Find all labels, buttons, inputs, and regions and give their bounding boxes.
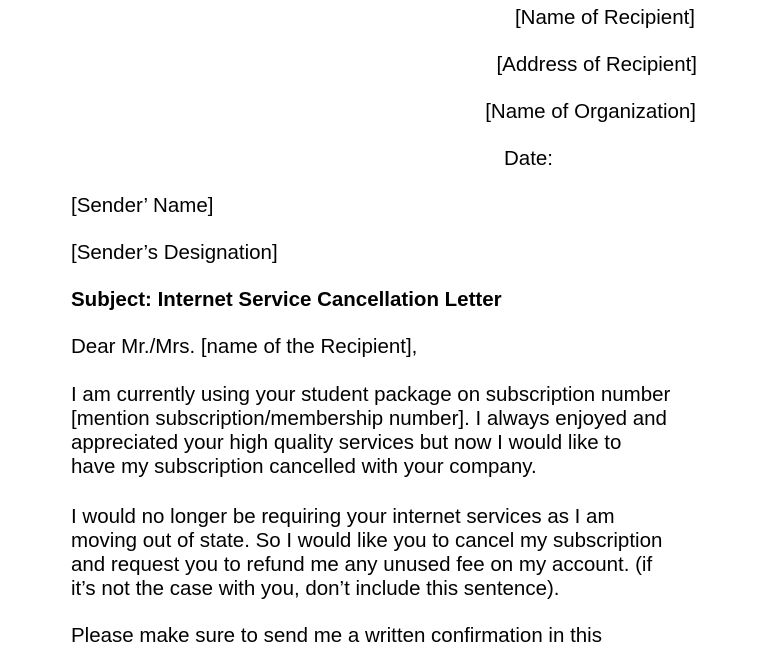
paragraph-line: appreciated your high quality services but now I would like to xyxy=(71,431,622,454)
paragraph-line: Please make sure to send me a written confirmation in this xyxy=(71,624,602,647)
paragraph-3 xyxy=(71,624,711,648)
paragraph-2 xyxy=(71,505,711,601)
paragraph-1 xyxy=(71,383,711,479)
paragraph-line: moving out of state. So I would like you to cancel my subscription xyxy=(71,529,663,552)
recipient-organization: [Name of Organization] xyxy=(485,100,696,123)
date-label: Date: xyxy=(504,147,553,170)
subject-line: Subject: Internet Service Cancellation Letter xyxy=(71,288,502,311)
paragraph-line: I would no longer be requiring your internet services as I am xyxy=(71,505,615,528)
paragraph-line: and request you to refund me any unused fee on my account. (if xyxy=(71,553,653,576)
paragraph-line: have my subscription cancelled with your company. xyxy=(71,455,537,478)
sender-name: [Sender’ Name] xyxy=(71,194,214,217)
paragraph-line: it’s not the case with you, don’t include this sentence). xyxy=(71,577,560,600)
sender-designation: [Sender’s Designation] xyxy=(71,241,278,264)
paragraph-line: I am currently using your student package on subscription number xyxy=(71,383,671,406)
recipient-address: [Address of Recipient] xyxy=(496,53,697,76)
salutation: Dear Mr./Mrs. [name of the Recipient], xyxy=(71,335,418,358)
recipient-name: [Name of Recipient] xyxy=(514,6,695,29)
paragraph-line: [mention subscription/membership number]. I always enjoyed and xyxy=(71,407,667,430)
